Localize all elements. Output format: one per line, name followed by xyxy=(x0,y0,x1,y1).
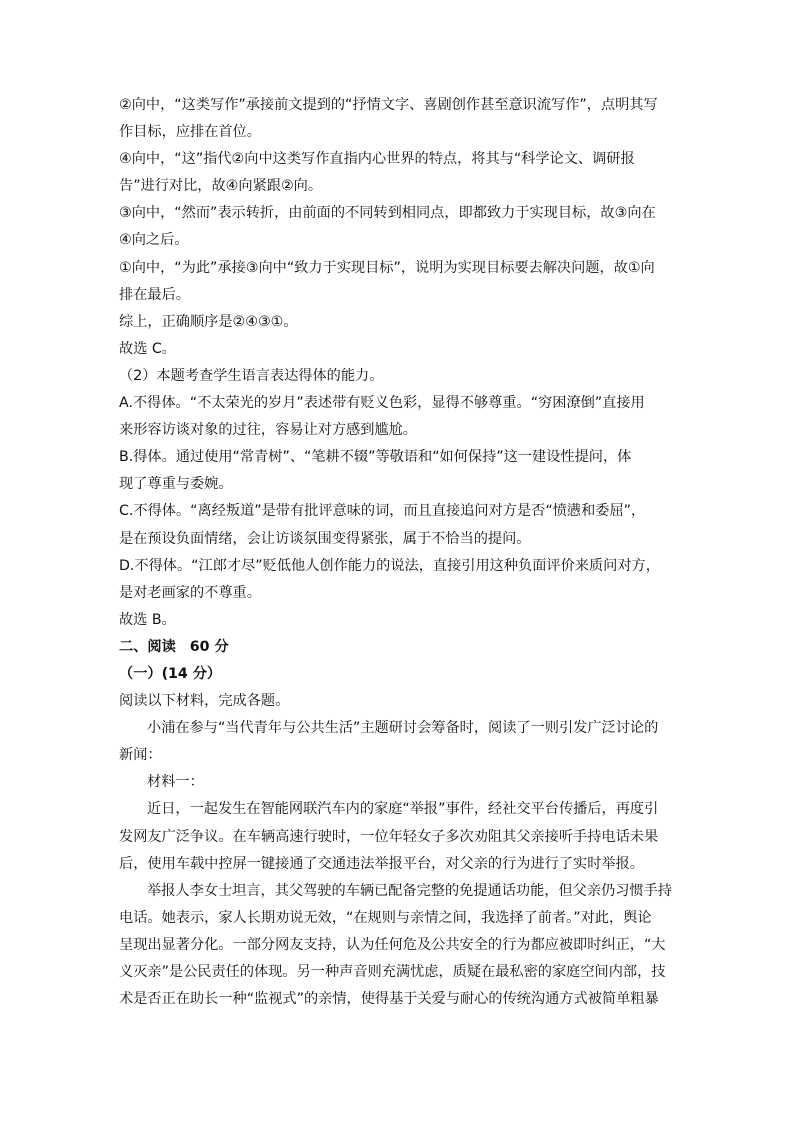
option-b-line: B.得体。通过使用“常青树”、“笔耕不辍”等敬语和“如何保持”这一建设性提问，体 xyxy=(119,449,632,466)
material-line: 义灭亲”是公民责任的体现。另一种声音则充满忧虑，质疑在最私密的家庭空间内部，技 xyxy=(119,964,666,980)
material-line: 举报人李女士坦言，其父驾驶的车辆已配备完整的免提通话功能，但父亲仍习惯手持 xyxy=(147,882,672,899)
option-a-line: A.不得体。“不太荣光的岁月”表述带有贬义色彩，显得不够尊重。“穷困潦倒”直接用 xyxy=(119,395,645,412)
option-c-line: 是在预设负面情绪，会让访谈氛围变得紧张，属于不恰当的提问。 xyxy=(119,530,531,547)
option-b-line: 现了尊重与委婉。 xyxy=(119,476,233,493)
analysis-line: 作目标，应排在首位。 xyxy=(119,124,261,141)
material-line: 术是否正在助长一种“监视式”的亲情，使得基于关爱与耐心的传统沟通方式被简单粗暴 xyxy=(119,991,659,1008)
material-line: 后，使用车载中控屏一键接通了交通违法举报平台，对父亲的行为进行了实时举报。 xyxy=(119,855,644,872)
analysis-line: ①向中，“为此”承接③向中“致力于实现目标”，说明为实现目标要去解决问题，故①向 xyxy=(119,259,655,276)
analysis-line: ③向中，“然而”表示转折，由前面的不同转到相同点，即都致力于实现目标，故③向在 xyxy=(119,205,656,222)
question-heading: （2）本题考查学生语言表达得体的能力。 xyxy=(119,367,384,384)
material-line: 近日，一起发生在智能网联汽车内的家庭“举报”事件，经社交平台传播后，再度引 xyxy=(147,801,659,818)
section-score: 60 分 xyxy=(189,638,229,655)
summary-line: 综上，正确顺序是②④③①。 xyxy=(119,313,298,330)
option-d-line: D.不得体。“江郎才尽”贬低他人创作能力的说法，直接引用这种负面评价来质问对方， xyxy=(119,557,660,574)
material-line: 发网友广泛争议。在车辆高速行驶时，一位年轻女子多次劝阻其父亲接听手持电话未果 xyxy=(119,828,659,845)
analysis-line: 告”进行对比，故④向紧跟②向。 xyxy=(119,178,323,195)
option-d-line: 是对老画家的不尊重。 xyxy=(119,584,261,601)
material-line: 呈现出显著分化。一部分网友支持，认为任何危及公共安全的行为都应被即时纠正，“大 xyxy=(119,936,666,953)
material-line: 电话。她表示，家人长期劝说无效，“在规则与亲情之间，我选择了前者。”对此，舆论 xyxy=(119,909,652,926)
answer-line: 故选 B。 xyxy=(119,611,176,628)
section-title: 二、阅读 xyxy=(119,638,176,655)
subsection-heading: （一）(14 分） xyxy=(119,665,222,682)
option-a-line: 来形容访谈对象的过往，容易让对方感到尴尬。 xyxy=(119,422,417,439)
instruction-line: 阅读以下材料，完成各题。 xyxy=(119,693,290,710)
document-page xyxy=(119,92,679,1013)
analysis-line: ④向中，“这”指代②向中这类写作直指内心世界的特点，将其与“科学论文、调研报 xyxy=(119,151,635,168)
intro-line: 小浦在参与“当代青年与公共生活”主题研讨会筹备时，阅读了一则引发广泛讨论的 xyxy=(147,720,659,737)
analysis-line: ④向之后。 xyxy=(119,232,189,249)
analysis-line: 排在最后。 xyxy=(119,286,190,303)
intro-line: 新闻： xyxy=(119,747,162,764)
answer-line: 故选 C。 xyxy=(119,340,176,357)
section-heading xyxy=(119,634,679,661)
option-c-line: C.不得体。“离经叛道”是带有批评意味的词，而且直接追问对方是否“愤懑和委屈”， xyxy=(119,503,646,520)
analysis-line: ②向中，“这类写作”承接前文提到的“抒情文字、喜剧创作甚至意识流写作”，点明其写 xyxy=(119,97,658,113)
material-label: 材料一： xyxy=(147,774,204,791)
